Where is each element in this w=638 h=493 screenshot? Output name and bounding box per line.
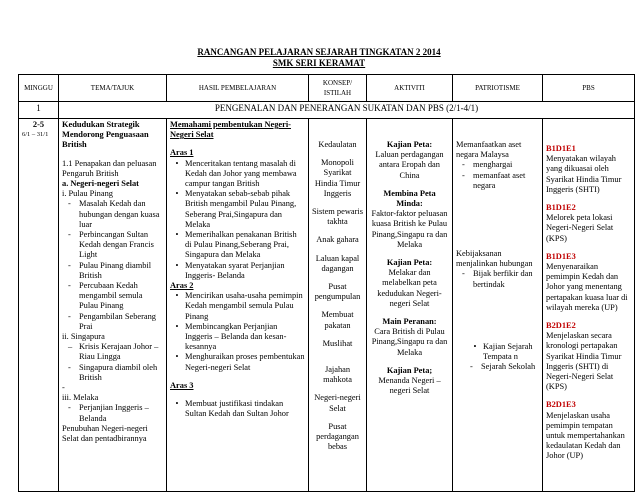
list-item: • Menghuraikan proses pembentukan Negeri-negeri Selat [175,352,305,372]
tema-i: i. Pulau Pinang [62,189,113,199]
col-header-minggu: MINGGU [19,75,59,102]
tema-ii: ii. Singapura [62,332,105,342]
list-item: - Pengambilan Seberang Prai [68,311,156,331]
pbs-text: Menyatakan wilayah yang dikuasai oleh Syarikat Hindia Timur Inggeris (SHTI) [546,154,622,194]
col-header-patriotisme: PATRIOTISME [453,75,543,102]
pbs-code: B2D1E3 [546,400,576,410]
col-header-aktiviti: AKTIVITI [367,75,453,102]
pbs-code: B1D1E1 [546,144,576,153]
aras-1-label: Aras 1 [170,148,194,158]
pbs-text: Menjelaskan secara kronologi pertapakan Syarikat Hindia Timur Inggeris (SHTI) di Negeri-Negeri Selat (KPS) [546,331,622,392]
list-item: - Sejarah Sekolah [470,362,536,372]
aktiviti-body: Menanda Negeri –negeri Selat [378,376,441,396]
section-label: PENGENALAN DAN PENERANGAN SUKATAN DAN PBS (2/1-4/1) [59,102,635,119]
tema-sub1: 1.1 Penapakan dan peluasan Pengaruh British [62,158,157,178]
aktiviti-title: Kajian Peta: [386,258,433,268]
patriotisme-cell [453,119,543,492]
tema-title: Kedudukan Strategik Mendorong Penguasaan British [62,120,149,150]
konsep-item: Pusat pengumpulan [314,282,361,302]
tema-dash: - [62,383,65,393]
lesson-plan-table [18,74,635,492]
konsep-item: Kedaulatan [318,140,357,149]
pbs-code: B1D1E2 [546,203,576,213]
konsep-item: Pusat perdagangan bebas [316,421,359,452]
list-item: • Membuat justifikasi tindakan Sultan Kedah dan Sultan Johor [175,399,289,419]
table-row [19,119,635,492]
hasil-cell [167,119,309,492]
aktiviti-body: Melakar dan melabelkan peta kedudukan Negeri-negeri Selat [377,268,442,308]
aktiviti-body: Faktor-faktor peluasan kuasa British ke Pulau Pinang,Singapu ra dan Melaka [371,209,448,249]
aktiviti-title: Membina Peta Minda: [383,188,436,209]
col-header-pbs: PBS [543,75,635,102]
konsep-item: Sistem pewaris takhta [312,207,363,227]
pbs-code: B2D1E2 [546,321,576,331]
konsep-item: Anak gahara [316,235,359,245]
list-item: • Menceritakan tentang masalah di Kedah dan Johor yang membawa campur tangan British [175,158,297,189]
aktiviti-title: Main Peranan: [382,317,437,327]
konsep-item: Jajahan mahkota [323,365,352,385]
list-item: - Perbincangan Sultan Kedah dengan Francis Light [68,230,154,260]
konsep-item: Negeri-negeri Selat [314,393,361,413]
list-item: • Mencirikan usaha-usaha pemimpin Kedah mengambil semula Pulau Pinang [175,291,303,321]
list-item: • Memerihalkan penakanan British di Pulau Pinang,Seberang Prai, Singapura dan Melaka [175,230,297,260]
section-row [19,102,635,119]
patriotisme-p1: Memanfaatkan aset negara Malaysa [456,140,522,160]
aras-2-label: Aras 2 [170,281,194,291]
list-item: - Singapura diambil oleh British [68,362,158,382]
list-item: - Percubaan Kedah mengambil semula Pulau Pinang [68,281,143,311]
list-item: - Perjanjian Inggeris – Belanda [68,403,149,423]
week-cell [19,119,59,492]
pbs-cell [543,119,635,492]
list-item: - Pulau Pinang diambil British [68,260,152,280]
list-item: - menghargai [462,160,513,170]
pbs-code: B1D1E3 [546,251,576,261]
col-header-konsep: KONSEP/ ISTILAH [309,75,367,102]
pbs-text: Menjelaskan usaha pemimpin tempatan untuk mempertahankan kedaulatan Kedah dan Johor (UP) [546,410,625,461]
list-item: – Krisis Kerajaan Johor – Riau Lingga [68,342,159,362]
hasil-head: Memahami pembentukan Negeri-Negeri Selat [170,120,291,140]
pbs-text: Melorek peta lokasi Negeri-Negeri Selat (KPS) [546,213,614,243]
table-header-row [19,75,635,102]
list-item: • Menyatakan sebab-sebab pihak British mengambil Pulau Pinang, Seberang Prai,Singapura dan Melaka [175,189,297,229]
aktiviti-title: Kajian Peta: [386,140,433,149]
col-header-hasil: HASIL PEMBELAJARAN [167,75,309,102]
konsep-item: Membuat pakatan [321,310,354,330]
patriotisme-p2: Kebijaksanan menjalinkan hubungan [456,249,533,269]
aktiviti-body: Cara British di Pulau Pinang,Singapu ra dan Melaka [371,327,448,357]
aktiviti-body: Laluan perdagangan antara Eropah dan China [375,150,444,180]
list-item: • Menyatakan syarat Perjanjian Inggeris- Belanda [175,260,285,280]
tema-sub2: a. Negeri-negeri Selat [62,179,139,189]
konsep-cell [309,119,367,492]
list-item: - memanfaat aset negara [462,170,526,190]
week-dates: 6/1 – 31/1 [22,131,49,139]
school-name: SMK SERI KERAMAT [272,58,366,68]
list-item: - Bijak berfikir dan bertindak [462,269,533,289]
list-item: • Kajian Sejarah Tempata n [473,341,533,362]
aktiviti-cell [367,119,453,492]
konsep-item: Muslihat [322,338,353,348]
aras-3-label: Aras 3 [170,380,194,390]
col-header-tema: TEMA/TAJUK [59,75,167,102]
aktiviti-title: Kajian Peta; [386,365,433,375]
section-number: 1 [19,102,59,119]
list-item: - Masalah Kedah dan hubungan dengan kuasa luar [68,199,160,229]
week-number: 2-5 [32,120,45,129]
tema-cell [59,119,167,492]
document-title: RANCANGAN PELAJARAN SEJARAH TINGKATAN 2 2014 [197,47,441,57]
tema-end: Penubuhan Negeri-negeri Selat dan pentadbirannya [62,423,148,444]
pbs-text: Menyenaraikan pemimpin Kedah dan Johor yang menentang pertapakan kuasa luar di wilayah mereka (UP) [546,262,628,312]
konsep-item: Laluan kapal dagangan [315,253,360,273]
list-item: • Membincangkan Perjanjian Inggeris – Belanda dan kesan-kesannya [175,321,287,352]
tema-iii: iii. Melaka [62,393,99,403]
konsep-item: Monopoli Syarikat Hindia Timur Inggeris [314,158,361,198]
